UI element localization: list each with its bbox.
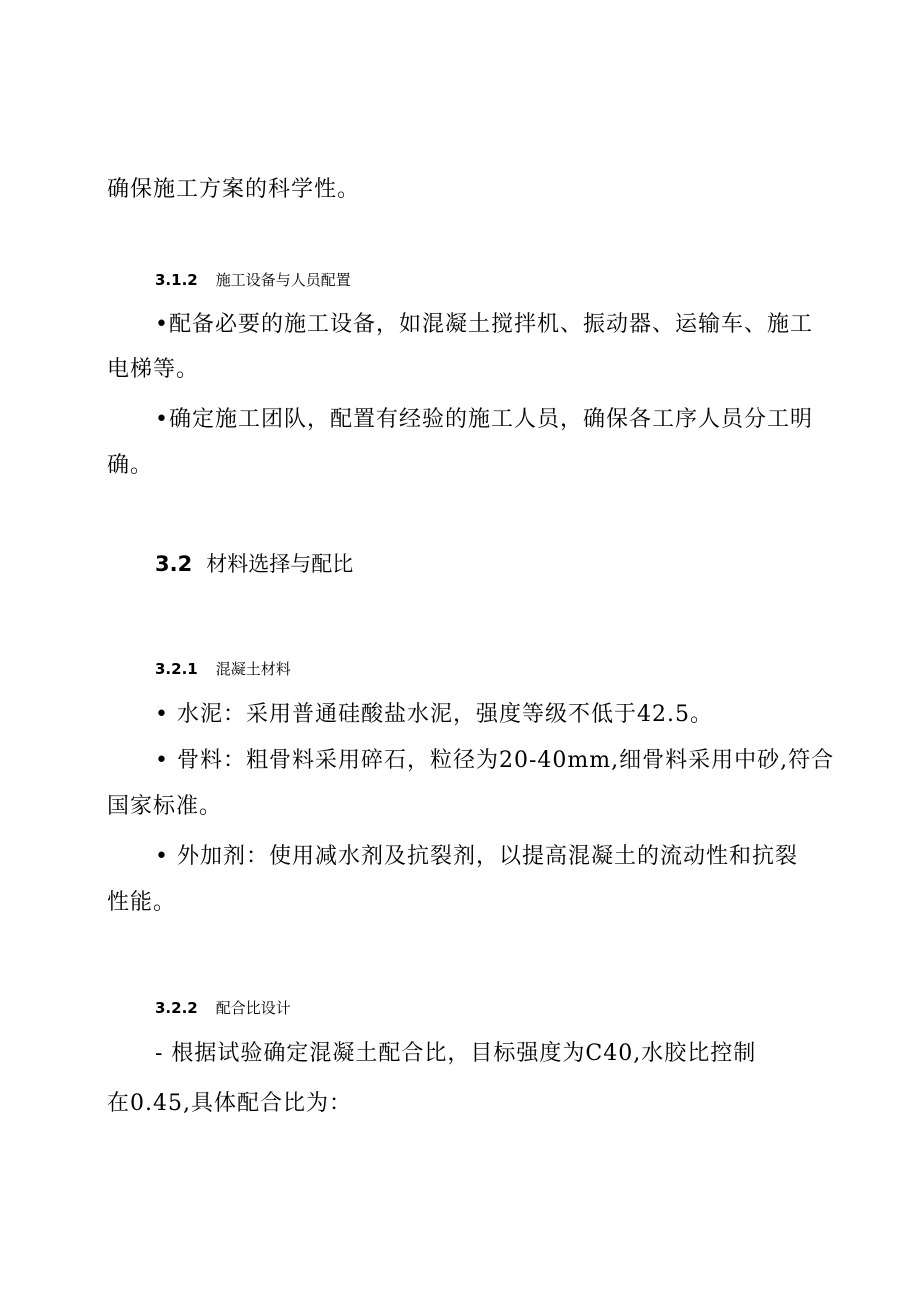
bullet-line-continuation: 确。 — [107, 453, 154, 478]
bullet-line: • 水泥：采用普通硅酸盐水泥，强度等级不低于42.5。 — [155, 702, 713, 727]
bullet-line-continuation: 国家标准。 — [107, 794, 223, 819]
subsection-heading-3-2-2 — [155, 998, 291, 1018]
heading-number: 3.2.2 — [155, 999, 198, 1017]
heading-number: 3.1.2 — [155, 271, 198, 289]
section-heading-3-2 — [155, 550, 353, 578]
bullet-line-continuation: 性能。 — [107, 890, 177, 915]
heading-title: 混凝土材料 — [215, 660, 291, 678]
section-title: 材料选择与配比 — [206, 552, 354, 576]
bullet-line: • 骨料：粗骨料采用碎石，粒径为20-40mm,细骨料采用中砂,符合 — [155, 748, 835, 773]
heading-title: 配合比设计 — [215, 999, 291, 1017]
section-number: 3.2 — [155, 552, 193, 576]
bullet-line-continuation: 电梯等。 — [107, 357, 200, 382]
dash-line-continuation: 在0.45,具体配合比为： — [107, 1091, 352, 1116]
bullet-line: • 外加剂：使用减水剂及抗裂剂，以提高混凝土的流动性和抗裂 — [155, 844, 798, 869]
heading-number: 3.2.1 — [155, 660, 198, 678]
heading-title: 施工设备与人员配置 — [215, 271, 351, 289]
subsection-heading-3-2-1 — [155, 659, 291, 679]
subsection-heading-3-1-2 — [155, 270, 351, 290]
paragraph-line: 确保施工方案的科学性。 — [107, 177, 361, 202]
bullet-line: •配备必要的施工设备，如混凝土搅拌机、振动器、运输车、施工 — [155, 312, 813, 337]
dash-line: - 根据试验确定混凝土配合比，目标强度为C40,水胶比控制 — [155, 1041, 757, 1066]
bullet-line: •确定施工团队，配置有经验的施工人员，确保各工序人员分工明 — [155, 407, 813, 432]
